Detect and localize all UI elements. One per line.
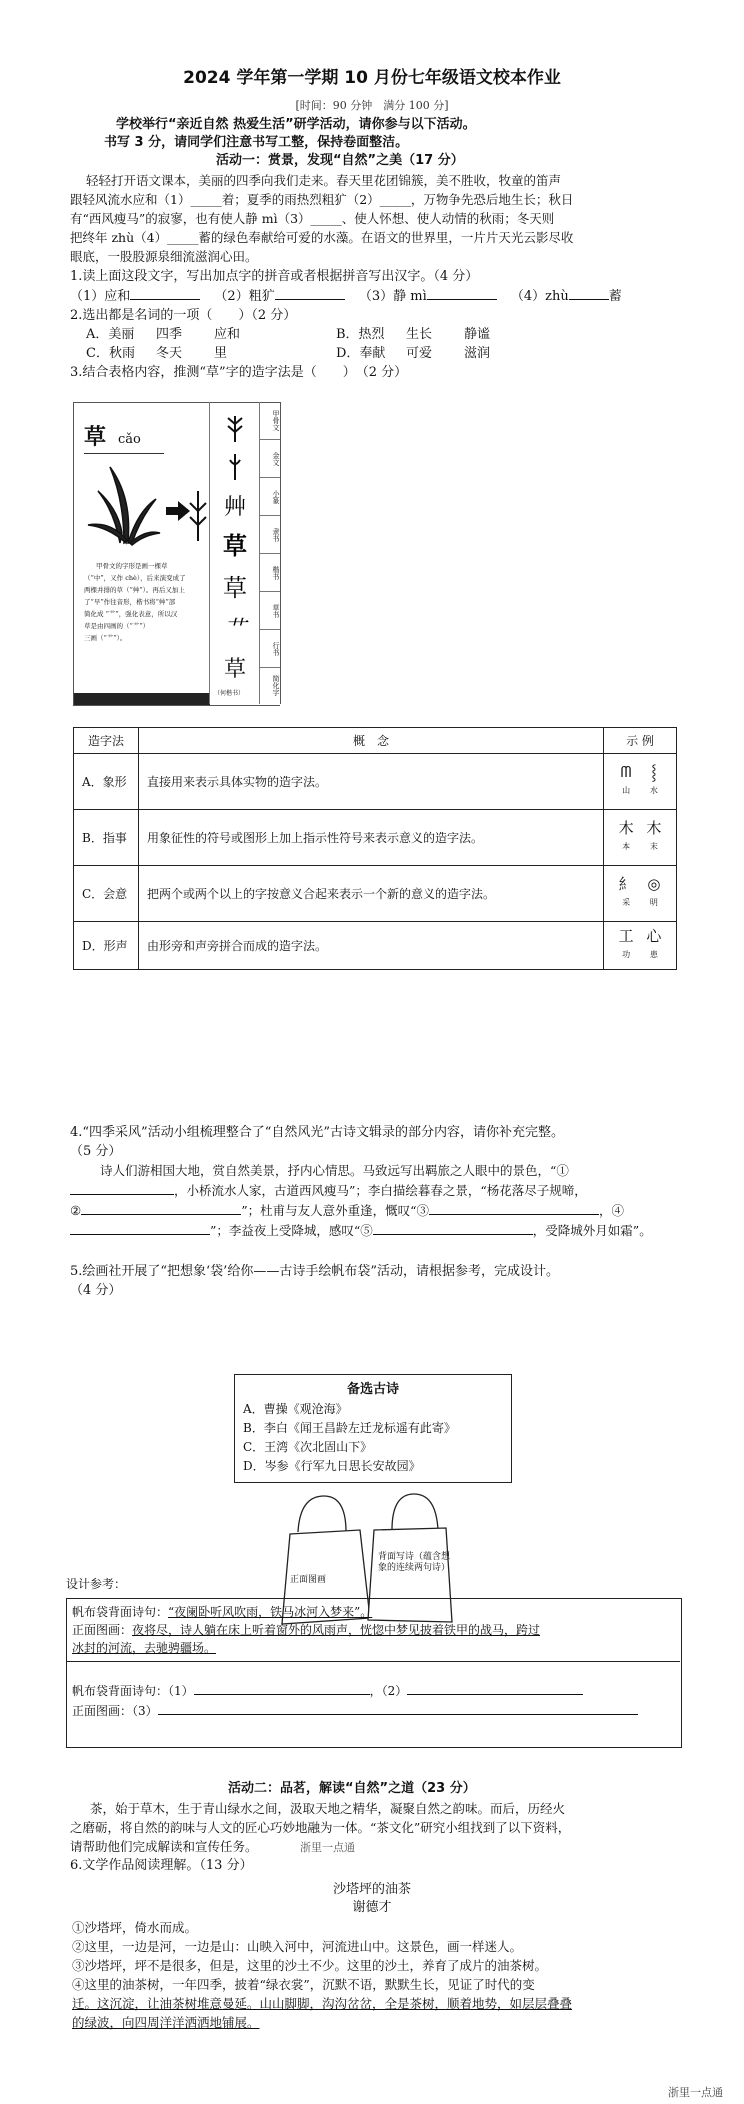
method-cell: D．形声: [74, 922, 139, 970]
q2-b-word: 静谧: [464, 327, 491, 342]
activity1-para-line: 跟轻风流水应和（1）_____着；夏季的雨热烈粗犷（2）_____，万物争先恐后地生长；秋日: [70, 192, 574, 207]
poem-option: A．曹操《观沧海》: [243, 1402, 348, 1416]
script-labels: [259, 402, 281, 704]
q2-a-word: 应和: [214, 327, 241, 342]
cai-glyph-icon: ⺯ 采: [618, 875, 634, 907]
q2-c-word: 里: [214, 346, 228, 361]
q1-answer-row: [70, 287, 622, 305]
ref-back-text: “夜阑卧听风吹雨，铁马冰河入梦来”。: [168, 1605, 373, 1619]
script-label: 甲骨文: [260, 402, 280, 440]
script-label: 小篆: [260, 478, 280, 516]
cao-desc: 草是由四画的（“艹”）: [84, 622, 150, 630]
cao-desc: 甲骨文的字形是画一棵草: [96, 562, 168, 570]
bag-back-label: 背面写诗（蕴含想象的连续两句诗）: [377, 1552, 450, 1573]
huan-glyph-icon: ⼼ 患: [646, 927, 662, 959]
cao-desc: （“中”，又作 chè），后来演变成了: [84, 574, 186, 582]
example-cell: [604, 866, 677, 922]
q1-blank-1[interactable]: [130, 287, 200, 300]
question-2: 2.选出都是名词的一项（ ）（2 分）: [70, 308, 297, 323]
q4-text: ②: [70, 1203, 82, 1218]
activity2-para-line: 茶，始于草木，生于青山绿水之间，汲取天地之精华，凝聚自然之韵味。而后，历经火: [90, 1801, 566, 1816]
fill-front-label: 正面图画：（3）: [72, 1704, 158, 1718]
q4-blank-1[interactable]: [70, 1182, 174, 1195]
table-row: [74, 922, 677, 970]
question-5: 5.绘画社开展了“把想象‘袋’给你——古诗手绘帆布袋”活动，请根据参考，完成设计。: [70, 1264, 559, 1279]
table-row: [74, 866, 677, 922]
q4-text: ”；李益夜上受降城，感叹“⑤: [210, 1223, 373, 1238]
fill-back-label: 帆布袋背面诗句：（1）: [72, 1684, 194, 1698]
table-header-row: [74, 728, 677, 754]
article-paragraph: 的绿波，向四周洋洋洒洒地铺展。: [72, 2015, 260, 2030]
fill-blank-1[interactable]: [194, 1682, 370, 1695]
poem-option: B．李白《闻王昌龄左迁龙标遥有此寄》: [243, 1421, 456, 1435]
method-cell: B．指事: [74, 810, 139, 866]
th-example: 示 例: [604, 728, 677, 754]
ming-glyph-icon: ◎ 明: [647, 875, 661, 907]
script-forms-column: [209, 402, 260, 704]
article-paragraph: ③沙塔坪，坪不是很多，但是，这里的沙土不少。这里的沙土，养育了成片的油茶树。: [72, 1958, 548, 1973]
q2-c-word: 冬天: [156, 346, 183, 361]
q4-text: ，受降城外月如霜”。: [532, 1223, 652, 1238]
design-ref-label: 设计参考：: [66, 1577, 127, 1591]
poem-option: C．王湾《次北固山下》: [243, 1440, 373, 1454]
fill-front-line: [72, 1702, 638, 1720]
script-label: 楷书: [260, 554, 280, 592]
activity1-para-line: 把终年 zhù（4）_____蓄的绿色奉献给可爱的水藻。在语文的世界里，一片片天光云影尽收: [70, 230, 574, 245]
th-concept: 概 念: [139, 728, 604, 754]
figure-bottom-bar: [74, 693, 210, 705]
method-cell: A．象形: [74, 754, 139, 810]
q4-text: ，小桥流水人家，古道西风瘦马”；李白描绘暮春之景，“杨花落尽子规啼，: [174, 1183, 587, 1198]
fill-back-2: ，（2）: [369, 1684, 408, 1698]
poem-option: D．岑参《行军九日思长安故园》: [243, 1459, 421, 1473]
poem-box: [234, 1374, 512, 1483]
regular-glyph: 草: [223, 574, 247, 602]
q1-item-1: （1）应和: [70, 289, 131, 304]
fill-blank-3[interactable]: [158, 1702, 638, 1715]
activity1-para-line: 眼底，一股股源泉细流滋润心田。: [70, 249, 258, 264]
q2-option-a[interactable]: [86, 326, 240, 343]
q1-blank-4[interactable]: [569, 287, 609, 300]
intro-line-1: 学校举行“亲近自然 热爱生活”研学活动，请你参与以下活动。: [116, 117, 476, 132]
q4-line: 诗人们游相国大地，赏自然美景，抒内心情思。马致远写出羁旅之人眼中的景色，“①: [100, 1163, 569, 1178]
script-label: 简化字: [272, 675, 280, 696]
time-score: [时间：90 分钟 满分 100 分]: [295, 99, 449, 112]
th-method: 造字法: [74, 728, 139, 754]
concept-cell: 把两个或两个以上的字按意义合起来表示一个新的意义的造字法。: [139, 866, 604, 922]
intro-line-2: 书写 3 分，请同学们注意书写工整，保持卷面整洁。: [104, 135, 409, 150]
mo-glyph-icon: ⽊ 末: [646, 819, 662, 851]
example-label: 末: [649, 842, 658, 851]
activity1-para-line: 轻轻打开语文课本，美丽的四季向我们走来。春天里花团锦簇，美不胜收，牧童的笛声: [86, 173, 562, 188]
q1-item-4-tail: 蓄: [608, 289, 622, 304]
example-label: 明: [649, 898, 658, 907]
activity1-heading: 活动一：赏景，发现“自然”之美（17 分）: [216, 153, 464, 168]
figure-caption: （何楷书）: [214, 690, 245, 697]
ref-front-text: 夜将尽，诗人躺在床上听着窗外的风雨声，恍惚中梦见披着铁甲的战马，跨过: [132, 1623, 541, 1637]
bag-front-label: 正面图画: [290, 1575, 327, 1585]
q2-d-word: D．奉献: [336, 346, 386, 361]
concept-cell: 直接用来表示具体实物的造字法。: [139, 754, 604, 810]
q2-b-word: 生长: [406, 327, 433, 342]
table-row: [74, 754, 677, 810]
article-author: 谢德才: [352, 1900, 392, 1915]
q4-blank-2[interactable]: [81, 1202, 241, 1215]
q2-d-word: 可爱: [406, 346, 433, 361]
concept-cell: 用象征性的符号或图形上加上指示性符号来表示意义的造字法。: [139, 810, 604, 866]
running-glyph: 草: [223, 657, 247, 682]
cao-pinyin: cǎo: [118, 432, 141, 447]
divider: [84, 453, 164, 454]
question-4-score: （5 分）: [70, 1144, 122, 1159]
fill-back-line: [72, 1682, 583, 1700]
q2-b-word: B．热烈: [336, 327, 385, 342]
example-cell: [604, 754, 677, 810]
example-cell: [604, 922, 677, 970]
example-label: 水: [649, 786, 658, 795]
activity2-para-line: 请帮助他们完成解读和宣传任务。: [70, 1839, 258, 1854]
question-4: 4.“四季采风”活动小组梳理整合了“自然风光”古诗文辑录的部分内容，请你补充完整。: [70, 1125, 564, 1140]
q2-option-c[interactable]: [86, 345, 227, 362]
example-label: 本: [622, 842, 631, 851]
q4-text: ”；杜甫与友人意外重逢，慨叹“③: [241, 1203, 430, 1218]
q4-text: ，④: [599, 1203, 625, 1218]
design-box-divider: [66, 1661, 680, 1662]
question-5-score: （4 分）: [70, 1283, 122, 1298]
script-label: 行书: [260, 630, 280, 668]
cao-desc: 三画（“艹”）。: [84, 634, 127, 642]
clerical-glyph: 草: [223, 531, 247, 560]
formation-table: [73, 727, 677, 970]
q4-line: [70, 1222, 652, 1239]
ref-back-line: [72, 1604, 372, 1621]
question-3: 3.结合表格内容，推测“草”字的造字法是（ ） （2 分）: [70, 365, 408, 380]
page-title: 2024 学年第一学期 10 月份七年级语文校本作业: [183, 68, 561, 88]
script-label: 隶书: [260, 516, 280, 554]
smallseal-glyph: 艸: [223, 495, 247, 520]
grass-illustration: [80, 461, 210, 551]
watermark-text: 浙里一点通: [300, 1841, 355, 1854]
gong-glyph-icon: ⼯ 功: [618, 927, 634, 959]
q2-a-word: 四季: [156, 327, 183, 342]
poem-box-title: 备选古诗: [346, 1382, 399, 1397]
ben-glyph-icon: ⽊ 本: [618, 819, 634, 851]
activity2-heading: 活动二：品茗，解读“自然”之道（23 分）: [228, 1781, 476, 1796]
ref-back-label: 帆布袋背面诗句：: [72, 1605, 169, 1619]
q2-option-d[interactable]: [336, 345, 490, 362]
question-6: 6.文学作品阅读理解。（13 分）: [70, 1858, 253, 1873]
example-cell: [604, 810, 677, 866]
ref-front-line: [72, 1622, 540, 1639]
ref-front-text-2: 冰封的河流，去驰骋疆场。: [72, 1641, 217, 1655]
script-forms: [210, 402, 260, 704]
q4-blank-5[interactable]: [373, 1222, 533, 1235]
article-paragraph: ④这里的油茶树，一年四季，披着“绿衣裳”，沉默不语，默默生长，见证了时代的变: [72, 1977, 535, 1992]
cao-desc: 两棵并排的草（“艸”）。再后又加上: [84, 586, 185, 594]
corner-watermark: 浙里一点通: [668, 2086, 723, 2099]
q4-line: [70, 1182, 587, 1199]
cursive-glyph: 艹: [223, 617, 247, 642]
fill-blank-2[interactable]: [407, 1682, 583, 1695]
cao-desc: 简化成 “艹”，强化表意，所以汉: [84, 610, 178, 618]
mountain-glyph-icon: ᗰ 山: [620, 763, 632, 795]
q2-a-word: A．美丽: [86, 327, 135, 342]
q4-blank-4[interactable]: [70, 1222, 210, 1235]
activity1-para-line: 有“西风瘦马”的寂寥，也有使人静 mì（3）_____、使人怀想、使人动情的秋雨；冬天则: [70, 211, 555, 226]
question-1: 1.读上面这段文字，写出加点字的拼音或者根据拼音写出汉字。（4 分）: [70, 269, 479, 284]
q1-blank-2[interactable]: [275, 287, 345, 300]
ref-front-label: 正面图画：: [72, 1623, 133, 1637]
q1-item-3: （3）静 mì: [358, 289, 427, 304]
q4-blank-3[interactable]: [429, 1202, 599, 1215]
activity2-para-line: 之磨砺，将自然的韵味与人文的匠心巧妙地融为一体。“茶文化”研究小组找到了以下资料，: [70, 1820, 571, 1835]
water-glyph-icon: ⸾ 水: [649, 763, 658, 795]
example-label: 采: [622, 898, 631, 907]
article-paragraph: ②这里，一边是河，一边是山：山映入河中，河流进山中。这景色，画一样迷人。: [72, 1939, 523, 1954]
q1-blank-3[interactable]: [427, 287, 497, 300]
q2-option-b[interactable]: [336, 326, 490, 343]
concept-cell: 由形旁和声旁拼合而成的造字法。: [139, 922, 604, 970]
script-label: 草书: [260, 592, 280, 630]
table-row: [74, 810, 677, 866]
example-label: 山: [622, 786, 631, 795]
q2-d-word: 滋润: [464, 346, 491, 361]
article-paragraph: ①沙塔坪，倚水而成。: [72, 1920, 198, 1935]
script-label: 金文: [260, 440, 280, 478]
article-paragraph: 迁。这沉淀，让油茶树堆意曼延。山山脚脚，沟沟岔岔，全是茶树，顺着地势，如层层叠叠: [72, 1996, 573, 2011]
q1-item-4: （4）zhù: [510, 289, 569, 304]
article-title: 沙塔坪的油茶: [332, 1882, 411, 1897]
example-label: 功: [622, 950, 631, 959]
example-label: 患: [649, 950, 658, 959]
cao-char: 草: [84, 425, 107, 450]
method-cell: C．会意: [74, 866, 139, 922]
cao-desc: 了“早”作往音形，楷书将“艸”部: [84, 598, 176, 606]
q2-c-word: C．秋雨: [86, 346, 135, 361]
q4-line: [70, 1202, 624, 1219]
q1-item-2: （2）粗犷: [214, 289, 275, 304]
